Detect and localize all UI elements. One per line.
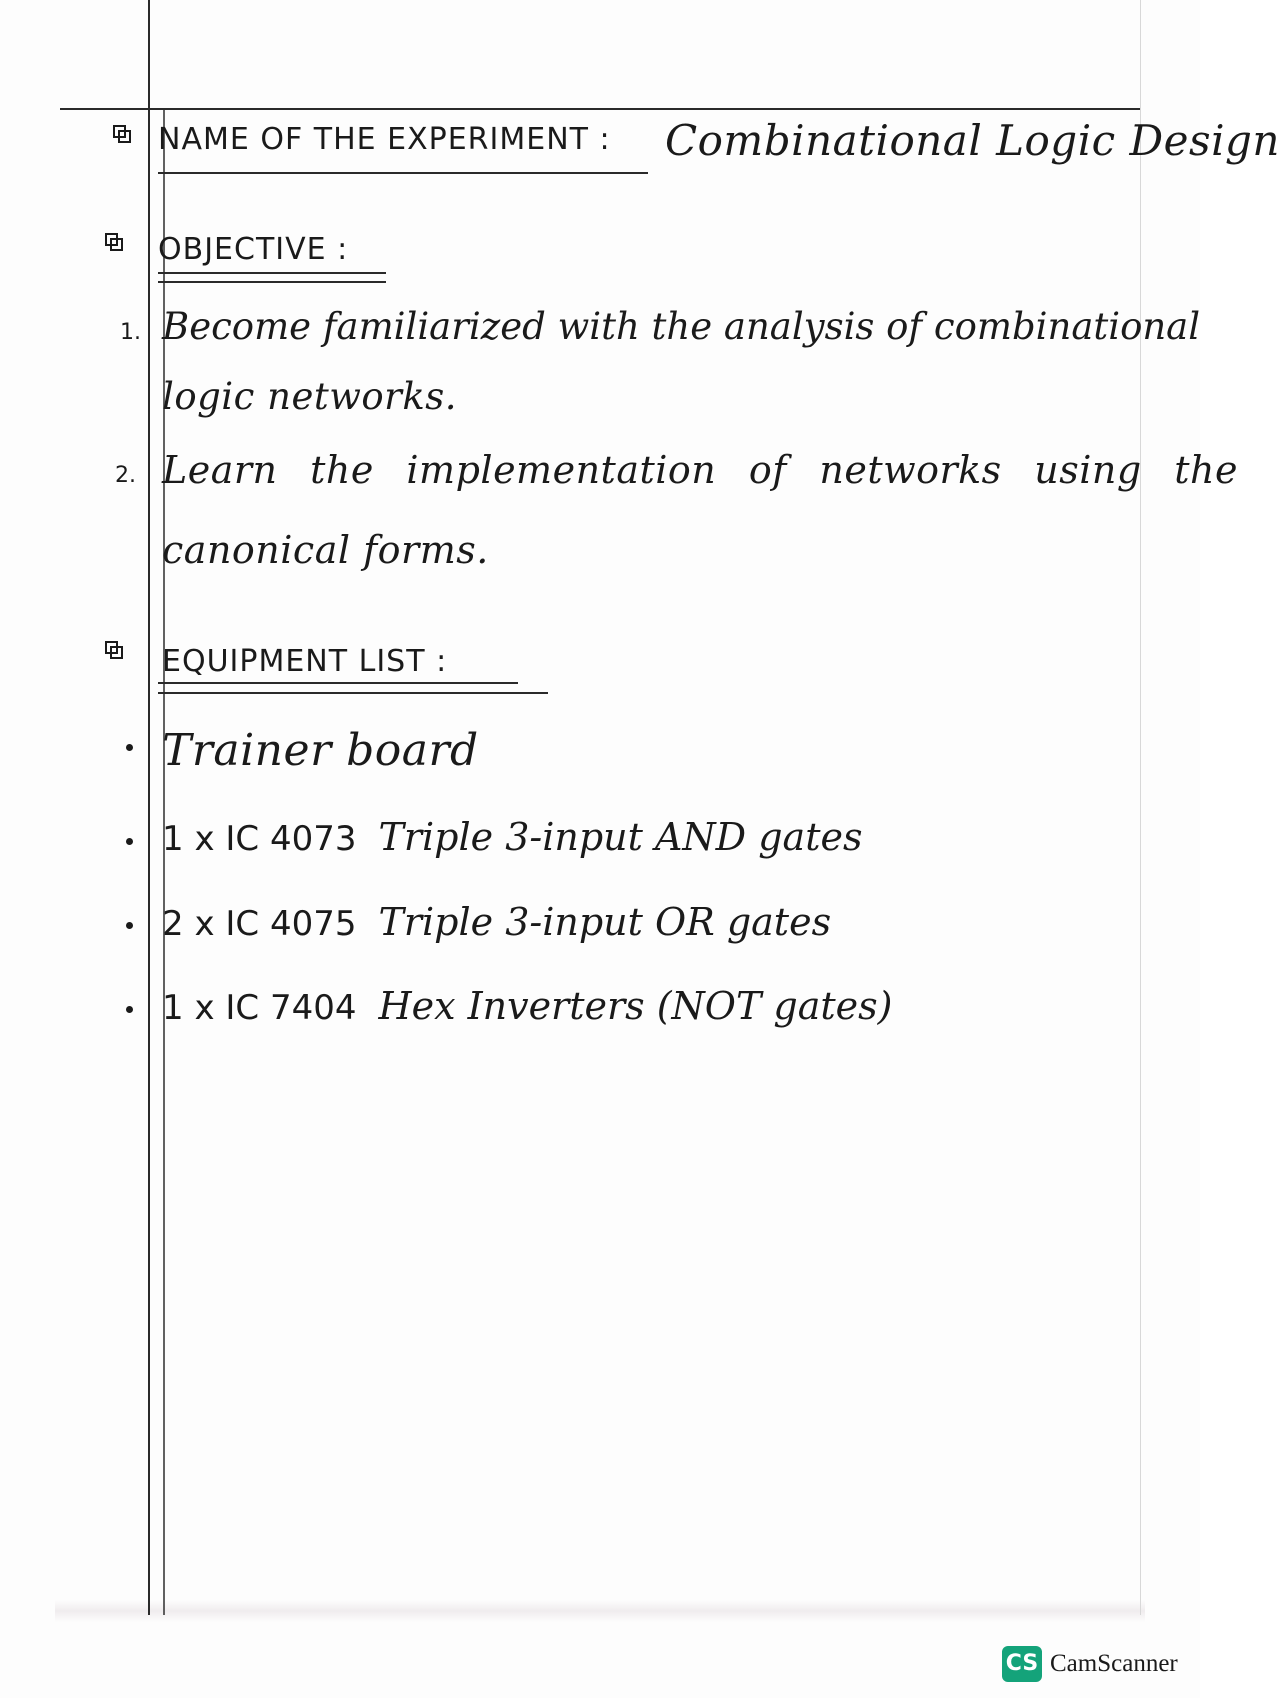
list-bullet xyxy=(126,838,133,845)
overlapping-squares-icon xyxy=(104,640,124,660)
objective-heading: OBJECTIVE : xyxy=(158,232,349,267)
equipment-item-desc: Triple 3-input AND gates xyxy=(378,815,863,859)
page-edge xyxy=(1140,0,1141,1615)
margin-line xyxy=(148,0,150,1615)
camscanner-watermark: CamScanner xyxy=(1050,1650,1178,1677)
objective-item-line: logic networks. xyxy=(162,375,458,418)
list-bullet xyxy=(126,922,133,929)
equipment-item-desc: Triple 3-input OR gates xyxy=(378,900,832,944)
equipment-item: Trainer board xyxy=(162,725,479,776)
objective-underline xyxy=(158,272,386,274)
camscanner-logo: CS xyxy=(1002,1646,1042,1682)
equipment-item xyxy=(162,815,862,859)
equipment-underline-2 xyxy=(158,692,548,694)
experiment-label-underline xyxy=(158,172,648,174)
equipment-item xyxy=(162,984,892,1028)
objective-number: 2. xyxy=(115,463,136,488)
experiment-name-label: NAME OF THE EXPERIMENT : xyxy=(158,122,611,157)
equipment-item-qty: 2 x IC 4075 xyxy=(162,904,357,944)
objective-underline-2 xyxy=(158,281,386,283)
experiment-name-value: Combinational Logic Design xyxy=(665,116,1280,165)
equipment-item xyxy=(162,900,831,944)
list-bullet xyxy=(126,744,133,751)
objective-item-line: Become familiarized with the analysis of combinational xyxy=(162,305,1201,348)
equipment-item-desc: Hex Inverters (NOT gates) xyxy=(378,984,893,1028)
equipment-heading: EQUIPMENT LIST : xyxy=(162,644,448,679)
top-rule-line xyxy=(60,108,1140,110)
overlapping-squares-icon xyxy=(112,124,132,144)
objective-item-line: canonical forms. xyxy=(162,528,489,572)
overlapping-squares-icon xyxy=(104,232,124,252)
list-bullet xyxy=(126,1006,133,1013)
equipment-underline xyxy=(158,682,518,684)
objective-item-line: Learn the implementation of networks using the xyxy=(162,448,1239,492)
equipment-item-qty: 1 x IC 7404 xyxy=(162,988,357,1028)
objective-number: 1. xyxy=(120,320,141,345)
scan-shading xyxy=(55,1600,1145,1622)
equipment-item-qty: 1 x IC 4073 xyxy=(162,819,357,859)
